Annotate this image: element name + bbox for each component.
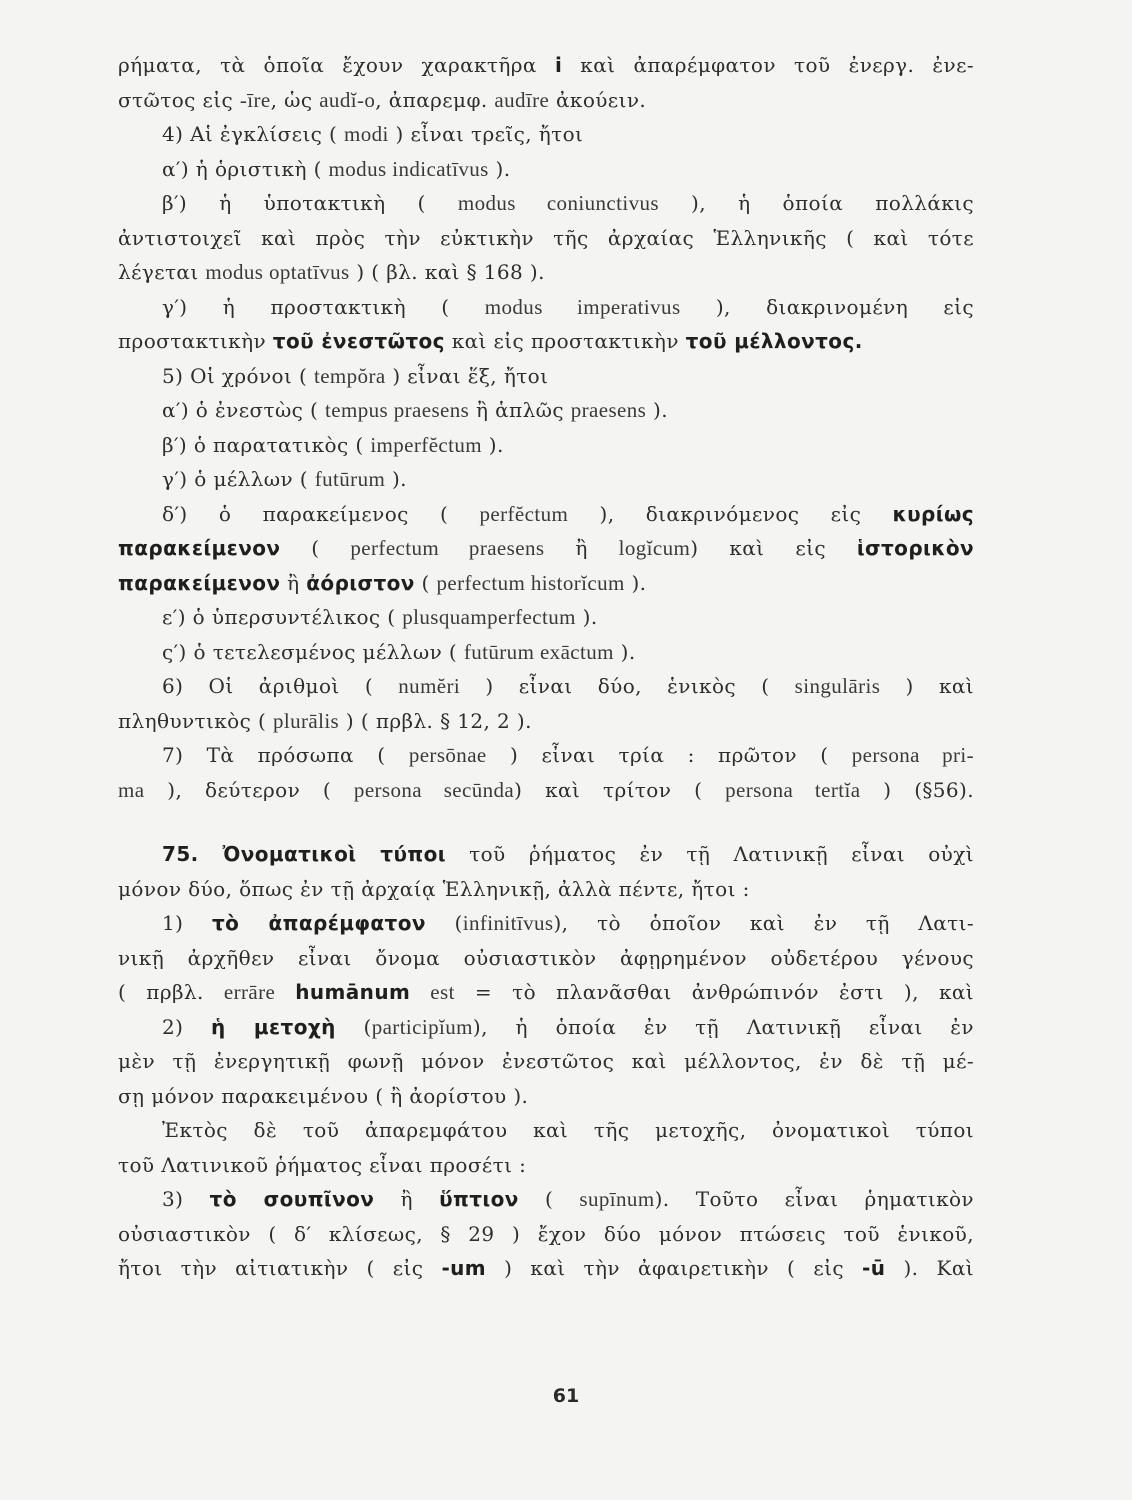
text-run: α′) ἡ ὁριστικὴ ( [162, 156, 329, 181]
text-line [118, 738, 974, 773]
text-run: ) ( βλ. καὶ § 168 ). [349, 260, 545, 284]
text-run: γ′) ἡ προστακτικὴ ( [162, 294, 485, 319]
text-run: ἢ ἁπλῶς [469, 398, 571, 422]
text-run: 2) [162, 1014, 211, 1039]
text-run: ( πρβλ. [118, 980, 224, 1004]
text-run: β′) ὁ παρατατικὸς ( [162, 432, 371, 457]
text-run: , ἀπαρεμφ. [375, 87, 495, 112]
text-line [118, 290, 974, 325]
text-line [118, 83, 974, 118]
text-run: ) εἶναι τρία : πρῶτον ( [486, 743, 852, 767]
text-run: καὶ ἀπαρέμφατον τοῦ ἐνεργ. ἐνε- [562, 53, 974, 77]
bold-term: κυρίως [892, 501, 974, 526]
text-line [118, 669, 974, 704]
text-line [118, 462, 974, 497]
text-run: ), τὸ ὁποῖον καὶ ἐν τῇ Λατι- [553, 911, 974, 935]
bold-term: ἡ μετοχὴ [211, 1014, 336, 1039]
text-line [118, 1044, 974, 1079]
text-line [118, 428, 974, 463]
text-run: 1) [162, 911, 212, 935]
text-line [118, 152, 974, 187]
latin-term: futūrum exāctum [463, 639, 614, 664]
text-run: τοῦ Λατινικοῦ ῥήματος εἶναι προσέτι : [118, 1152, 527, 1177]
latin-term: plurālis [272, 708, 340, 733]
text-run: λέγεται [118, 260, 206, 284]
text-line [118, 773, 974, 808]
text-run: 6) Οἱ ἀριθμοὶ ( [162, 674, 399, 698]
text-line [118, 359, 974, 394]
text-run: ) εἶναι τρεῖς, ἤτοι [388, 122, 584, 146]
latin-term: tempus praesens [325, 398, 470, 422]
text-run: μὲν τῇ ἐνεργητικῇ φωνῇ μόνον ἐνεστῶτος καὶ μέλλοντος, ἐν δὲ τῇ μέ- [118, 1049, 974, 1073]
latin-term: imperfĕctum [370, 432, 482, 457]
paragraph-gap [118, 807, 974, 837]
bold-term: i [554, 53, 563, 77]
text-run: ). [624, 570, 647, 595]
latin-term: singulāris [794, 674, 881, 698]
bold-term: παρακείμενον [118, 570, 281, 595]
latin-term: plusquamperfectum [402, 605, 576, 629]
latin-term: persōnae [408, 743, 487, 767]
text-run: ἢ [280, 570, 307, 595]
latin-term: infinitīvus [462, 911, 554, 935]
text-run: ). [613, 639, 636, 664]
text-line [118, 704, 974, 739]
latin-term: audĭ-o [319, 87, 376, 112]
text-line [118, 1079, 974, 1114]
text-line [118, 1251, 974, 1286]
text-run: προστακτικὴν [118, 329, 273, 353]
bold-term: τοῦ μέλλοντος. [685, 329, 863, 353]
text-run: ). [646, 398, 668, 422]
bold-term: ὕπτιον [439, 1187, 519, 1211]
text-run: ), διακρινόμενος εἰς [568, 501, 893, 526]
text-line [118, 906, 974, 941]
text-line [118, 837, 974, 872]
text-run: ( [518, 1187, 580, 1211]
bold-term: τοῦ ἐνεστῶτος [272, 329, 445, 353]
latin-term: praesens [570, 398, 647, 422]
bold-term: 75. Ὀνοματικοὶ τύποι [162, 842, 446, 866]
text-run: ), διακρινομένη εἰς [680, 294, 975, 319]
latin-term: persona pri- [851, 743, 975, 767]
page-number: 61 [552, 1385, 580, 1407]
text-line [118, 1113, 974, 1148]
bold-term: ἱστορικὸν [856, 536, 974, 560]
text-line [118, 186, 974, 221]
text-run: καὶ εἰς προστακτικὴν [444, 329, 686, 353]
bold-term: τὸ ἀπαρέμφατον [211, 911, 426, 935]
text-line [118, 1148, 974, 1183]
text-run: ) καὶ τρίτον ( [514, 777, 726, 802]
text-run: 7) Τὰ πρόσωπα ( [162, 743, 409, 767]
text-line [118, 255, 974, 290]
text-run: ) καὶ [880, 674, 974, 698]
latin-term: modus indicatīvus [328, 156, 489, 181]
text-line [118, 1217, 974, 1252]
text-run: στῶτος εἰς [118, 87, 240, 112]
bold-term: humānum [295, 980, 411, 1004]
latin-term: participĭum [371, 1014, 473, 1039]
latin-term: persona secūnda [353, 777, 515, 802]
text-run: ( [414, 570, 437, 595]
text-run: δ′) ὁ παρακείμενος ( [162, 501, 480, 526]
text-line [118, 117, 974, 152]
bold-term: ἀόριστον [306, 570, 415, 595]
text-run: πληθυντικὸς ( [118, 708, 273, 733]
text-run: σῃ μόνον παρακειμένου ( ἢ ἀορίστου ). [118, 1083, 529, 1108]
text-run: ). [385, 467, 407, 491]
text-line [118, 941, 974, 976]
latin-term: futūrum [314, 467, 386, 491]
text-line [118, 1010, 974, 1045]
text-run: ) εἶναι ἕξ, ἤτοι [385, 363, 549, 388]
text-run: ἢ [374, 1187, 440, 1211]
latin-term: est [430, 980, 455, 1004]
text-run: ). Τοῦτο εἶναι ῥηματικὸν [654, 1187, 974, 1211]
text-run: ( [335, 1014, 372, 1039]
text-run: 5) Οἱ χρόνοι ( [162, 363, 314, 388]
latin-term: supīnum [579, 1187, 655, 1211]
text-line [118, 393, 974, 428]
latin-term: errāre [223, 980, 276, 1004]
text-run: 4) Αἱ ἐγκλίσεις ( [162, 122, 345, 146]
latin-term: logĭcum [618, 536, 691, 560]
text-line [118, 975, 974, 1010]
latin-term: modus imperativus [484, 294, 681, 319]
latin-term: ma [118, 777, 145, 802]
text-run: ). [488, 156, 511, 181]
text-run: γ′) ὁ μέλλων ( [162, 467, 315, 491]
text-run [275, 980, 295, 1004]
text-line [118, 48, 974, 83]
latin-term: modus coniunctivus [457, 191, 659, 215]
text-line [118, 497, 974, 532]
text-run: α′) ὁ ἐνεστὼς ( [162, 398, 326, 422]
text-run: ) ( πρβλ. § 12, 2 ). [339, 708, 532, 733]
text-line [118, 872, 974, 907]
text-run: ρήματα, τὰ ὁποῖα ἔχουν χαρακτῆρα [118, 53, 555, 77]
bold-term: -ū [862, 1256, 886, 1280]
text-line [118, 531, 974, 566]
text-run: ( [280, 536, 351, 560]
text-run: ) καὶ τὴν ἀφαιρετικὴν ( εἰς [486, 1256, 863, 1280]
bold-term: παρακείμενον [118, 536, 281, 560]
text-line [118, 566, 974, 601]
text-run: β′) ἡ ὑποτακτικὴ ( [162, 191, 458, 215]
text-run: ( [425, 911, 463, 935]
text-run: ), δεύτερον ( [144, 777, 354, 802]
latin-term: audīre [494, 87, 550, 112]
bold-term: τὸ σουπῖνον [209, 1187, 375, 1211]
text-run: ), ἡ ὁποία πολλάκις [658, 191, 974, 215]
text-run: 3) [162, 1187, 210, 1211]
text-run: ), ἡ ὁποία ἐν τῇ Λατινικῇ εἶναι ἐν [472, 1014, 974, 1039]
text-run: ἀκούειν. [549, 87, 647, 112]
latin-term: perfĕctum [479, 501, 569, 526]
text-run: ἤτοι τὴν αἰτιατικὴν ( εἰς [118, 1256, 442, 1280]
text-run: ). [482, 432, 504, 457]
latin-term: numĕri [398, 674, 461, 698]
text-run: ς′) ὁ τετελεσμένος μέλλων ( [162, 639, 464, 664]
text-line [118, 600, 974, 635]
text-run: Ἐκτὸς δὲ τοῦ ἀπαρεμφάτου καὶ τῆς μετοχῆς, ὀνοματικοὶ τύποι [162, 1118, 974, 1142]
latin-term: perfectum historĭcum [436, 570, 625, 595]
text-line [118, 324, 974, 359]
text-run: τοῦ ῥήματος ἐν τῇ Λατινικῇ εἶναι οὐχὶ [445, 842, 974, 866]
text-run: νικῇ ἀρχῆθεν εἶναι ὄνομα οὐσιαστικὸν ἀφῃρημένον οὐδετέρου γένους [118, 945, 974, 970]
text-run: ἢ [544, 536, 619, 560]
text-run [410, 980, 430, 1004]
bold-term: -um [441, 1256, 487, 1280]
text-run: ε′) ὁ ὑπερσυντέλικος ( [162, 605, 403, 629]
latin-term: -īre [239, 87, 271, 112]
text-run: ). Καὶ [885, 1256, 974, 1280]
text-line [118, 221, 974, 256]
latin-term: persona tertĭa [725, 777, 861, 802]
latin-term: perfectum praesens [350, 536, 545, 560]
text-run: = τὸ πλανᾶσθαι ἀνθρώπινόν ἐστι ), καὶ [454, 980, 975, 1004]
text-run: οὐσιαστικὸν ( δ′ κλίσεως, § 29 ) ἔχον δύο μόνον πτώσεις τοῦ ἑνικοῦ, [118, 1221, 974, 1246]
text-run: ) καὶ εἰς [690, 536, 857, 560]
text-run: μόνον δύο, ὅπως ἐν τῇ ἀρχαίᾳ Ἑλληνικῇ, ἀλλὰ πέντε, ἤτοι : [118, 876, 750, 901]
text-run: ). [575, 605, 598, 629]
text-run: ) εἶναι δύο, ἑνικὸς ( [460, 674, 795, 698]
text-body [118, 48, 974, 1286]
text-line [118, 1182, 974, 1217]
text-line [118, 635, 974, 670]
text-run: , ὡς [270, 87, 320, 112]
latin-term: modus optatīvus [205, 260, 350, 284]
latin-term: modi [344, 122, 389, 146]
latin-term: tempŏra [313, 363, 386, 388]
text-run: ) (§56). [860, 777, 975, 802]
text-run: ἀντιστοιχεῖ καὶ πρὸς τὴν εὐκτικὴν τῆς ἀρχαίας Ἑλληνικῆς ( καὶ τότε [118, 225, 974, 250]
